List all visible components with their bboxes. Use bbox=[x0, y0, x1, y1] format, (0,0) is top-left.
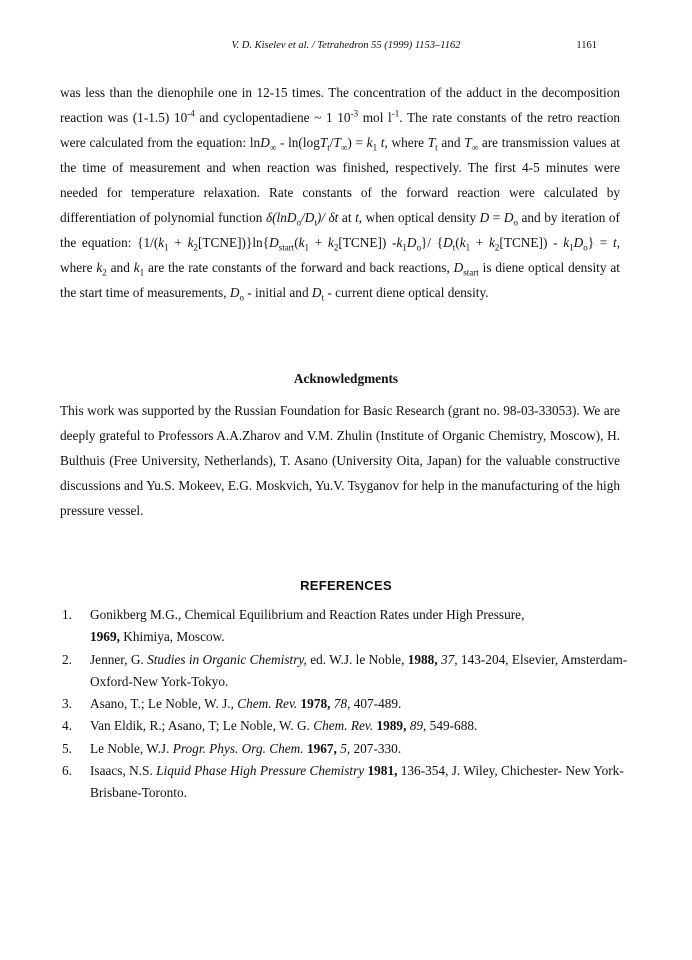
reference-item bbox=[60, 604, 660, 649]
reference-source: Studies in Organic Chemistry, bbox=[147, 651, 307, 667]
reference-year: 1981, bbox=[367, 763, 398, 779]
math-symbol: k bbox=[396, 235, 403, 250]
reference-item bbox=[60, 649, 660, 694]
running-title: V. D. Kiselev et al. / Tetrahedron 55 (1999) 1153–1162 bbox=[231, 40, 461, 51]
reference-year: 1967, bbox=[306, 740, 337, 756]
text-run: [TCNE]) - bbox=[499, 235, 564, 250]
reference-text: 136-354, J. Wiley, Chichester- New York- Brisbane-Toronto. bbox=[90, 763, 624, 801]
reference-year: 1988, bbox=[407, 651, 438, 667]
subscript: t bbox=[452, 242, 456, 253]
math-symbol: D bbox=[573, 235, 584, 250]
reference-number: 6. bbox=[62, 763, 72, 779]
reference-text: Asano, T.; Le Noble, W. J., bbox=[90, 696, 238, 712]
math-symbol: D bbox=[260, 135, 270, 150]
superscript: -4 bbox=[187, 108, 195, 119]
text-run: + bbox=[309, 235, 328, 250]
reference-text: Van Eldik, R.; Asano, T; Le Noble, W. G. bbox=[90, 718, 314, 734]
math-symbol: t bbox=[612, 235, 617, 250]
text-run: + bbox=[168, 235, 188, 250]
subscript: o bbox=[239, 292, 244, 303]
math-symbol: D bbox=[311, 285, 322, 300]
math-symbol: k bbox=[366, 135, 373, 150]
subscript: 1 bbox=[372, 142, 378, 153]
math-symbol: D bbox=[479, 210, 490, 225]
math-symbol: D bbox=[443, 235, 453, 250]
text-run: , where bbox=[60, 235, 621, 275]
reference-text: 207-330. bbox=[350, 740, 402, 756]
reference-volume: 89, bbox=[409, 718, 427, 734]
math-symbol: D bbox=[406, 235, 417, 250]
text-run: ) = bbox=[347, 135, 367, 150]
reference-text: 549-688. bbox=[426, 718, 478, 734]
text-run: - current diene optical density. bbox=[324, 285, 489, 300]
text-run: + bbox=[470, 235, 489, 250]
reference-number: 3. bbox=[62, 696, 72, 712]
text-run: and bbox=[106, 260, 134, 275]
reference-number: 2. bbox=[62, 651, 72, 667]
text-run: . The rate constants of the retro reaction were calculated from the equation: ln bbox=[60, 110, 621, 150]
text-run: ( bbox=[294, 235, 299, 250]
acknowledgments-paragraph: This work was supported by the Russian Foundation for Basic Research (grant no. 98-03-33053). We are deeply grateful to Professors A.A.Zharov and V.M. Zhulin (Institute of Organic Chemistry, Moscow), H. Bulthuis (Free University, Netherlands), T. Asano (University Oita, Japan) for the valuable constructive discussions and Yu.S. Mokeev, E.G. Moskvich, Yu.V. Tsyganov for help in the manufacturing of the high pressure vessel. bbox=[60, 403, 620, 518]
math-symbol: t bbox=[355, 210, 359, 225]
subscript: start bbox=[463, 267, 479, 278]
math-symbol: D bbox=[453, 260, 464, 275]
math-symbol: D bbox=[269, 235, 279, 250]
subscript: 1 bbox=[465, 242, 471, 253]
references-heading: REFERENCES bbox=[300, 578, 392, 593]
reference-text: Le Noble, W.J. bbox=[90, 740, 173, 756]
reference-source: Chem. Rev. bbox=[237, 696, 298, 712]
text-run: and bbox=[437, 135, 465, 150]
math-symbol: D bbox=[503, 210, 514, 225]
reference-text: ed. W.J. le Noble, bbox=[306, 651, 408, 667]
math-symbol: /D bbox=[301, 210, 315, 225]
subscript: 1 bbox=[402, 242, 407, 253]
reference-volume: 5, bbox=[340, 740, 351, 756]
text-run: , when optical density bbox=[358, 210, 480, 225]
reference-text: 407-489. bbox=[350, 696, 402, 712]
reference-number: 4. bbox=[62, 718, 72, 734]
subscript: 2 bbox=[102, 267, 107, 278]
text-run: , where bbox=[384, 135, 428, 150]
math-symbol: k bbox=[488, 235, 495, 250]
subscript: t bbox=[321, 292, 325, 303]
reference-item bbox=[60, 715, 660, 737]
text-run: / bbox=[329, 135, 334, 150]
math-symbol: T bbox=[427, 135, 436, 150]
reference-text: Khimiya, Moscow. bbox=[119, 629, 225, 645]
reference-text: Isaacs, N.S. bbox=[90, 763, 157, 779]
text-run: - ln(log bbox=[276, 135, 320, 150]
reference-volume: 37, bbox=[440, 651, 458, 667]
reference-volume: 78, bbox=[333, 696, 351, 712]
superscript: -3 bbox=[350, 108, 359, 119]
reference-source: Chem. Rev. bbox=[313, 718, 374, 734]
math-symbol: δ(lnD bbox=[265, 210, 297, 225]
reference-year: 1989, bbox=[376, 718, 407, 734]
math-symbol: k bbox=[327, 235, 334, 250]
reference-number: 5. bbox=[62, 740, 72, 756]
subscript: o bbox=[583, 242, 588, 253]
subscript: start bbox=[278, 242, 295, 253]
subscript: 1 bbox=[569, 242, 574, 253]
reference-item bbox=[60, 693, 660, 715]
reference-item bbox=[60, 760, 660, 805]
math-symbol: T bbox=[464, 135, 472, 150]
text-run: } = bbox=[587, 235, 613, 250]
math-symbol: k bbox=[459, 235, 466, 250]
math-symbol: D bbox=[229, 285, 240, 300]
text-run: was less than the dienophile one in 12-15 times. The concentration of the adduct in the decomposition reaction was (1-1.5) 10 bbox=[60, 85, 620, 125]
subscript: ∞ bbox=[471, 142, 479, 153]
math-symbol: T bbox=[319, 135, 328, 150]
text-run: [TCNE])}ln{ bbox=[197, 235, 270, 250]
acknowledgments-heading: Acknowledgments bbox=[293, 371, 399, 386]
subscript: o bbox=[416, 242, 421, 253]
text-run: mol l bbox=[358, 110, 392, 125]
math-symbol: T bbox=[333, 135, 341, 150]
subscript: t bbox=[314, 217, 317, 228]
reference-text: Jenner, G. bbox=[90, 651, 148, 667]
subscript: 2 bbox=[494, 242, 500, 253]
subscript: 2 bbox=[333, 242, 339, 253]
superscript: -1 bbox=[391, 108, 400, 119]
reference-source: Liquid Phase High Pressure Chemistry bbox=[156, 763, 365, 779]
references-list bbox=[60, 604, 660, 805]
text-run: - initial and bbox=[243, 285, 312, 300]
reference-year: 1978, bbox=[300, 696, 331, 712]
text-run: is diene optical density at the start time of measurements, bbox=[60, 260, 620, 300]
page-number: 1161 bbox=[576, 40, 597, 51]
text-run: ( bbox=[455, 235, 460, 250]
subscript: 1 bbox=[304, 242, 310, 253]
methods-paragraph bbox=[60, 80, 620, 305]
text-run: }/ { bbox=[420, 235, 444, 250]
reference-number: 1. bbox=[62, 607, 72, 622]
subscript: ∞ bbox=[340, 142, 348, 153]
text-run: and cyclopentadiene ~ 1 10 bbox=[194, 110, 351, 125]
math-symbol: k bbox=[187, 235, 194, 250]
reference-text: Gonikberg M.G., Chemical Equilibrium and Reaction Rates under High Pressure, bbox=[90, 607, 525, 622]
subscript: 1 bbox=[164, 242, 169, 253]
math-symbol: k bbox=[298, 235, 305, 250]
subscript: t bbox=[435, 142, 438, 153]
text-run: at bbox=[338, 210, 356, 225]
text-run: [TCNE]) - bbox=[338, 235, 397, 250]
math-symbol: k bbox=[563, 235, 570, 250]
math-symbol: )/ δt bbox=[316, 210, 339, 225]
text-run: and by iteration of the equation: {1/( bbox=[60, 210, 620, 250]
text-run: are the rate constants of the forward and back reactions, bbox=[144, 260, 454, 275]
text-run: = bbox=[489, 210, 504, 225]
subscript: 2 bbox=[193, 242, 198, 253]
text-run: are transmission values at the time of measurement and when reaction was finished, respectively. The first 4-5 minutes were needed for temperature relaxation. Rate constants of the forward reaction were calculated by differentiation of polynomial function bbox=[60, 135, 620, 225]
reference-item bbox=[60, 738, 660, 760]
subscript: o bbox=[296, 217, 301, 228]
subscript: ∞ bbox=[269, 142, 277, 153]
reference-year: 1969, bbox=[90, 629, 120, 645]
subscript: 1 bbox=[139, 267, 145, 278]
math-symbol: k bbox=[96, 260, 103, 275]
subscript: o bbox=[513, 217, 518, 228]
reference-text: 143-204, Elsevier, Amsterdam-Oxford-New York-Tokyo. bbox=[90, 651, 628, 689]
math-symbol: k bbox=[133, 260, 140, 275]
subscript: t bbox=[327, 142, 330, 153]
math-symbol: t bbox=[377, 135, 385, 150]
math-symbol: k bbox=[158, 235, 165, 250]
reference-source: Progr. Phys. Org. Chem. bbox=[172, 740, 304, 756]
